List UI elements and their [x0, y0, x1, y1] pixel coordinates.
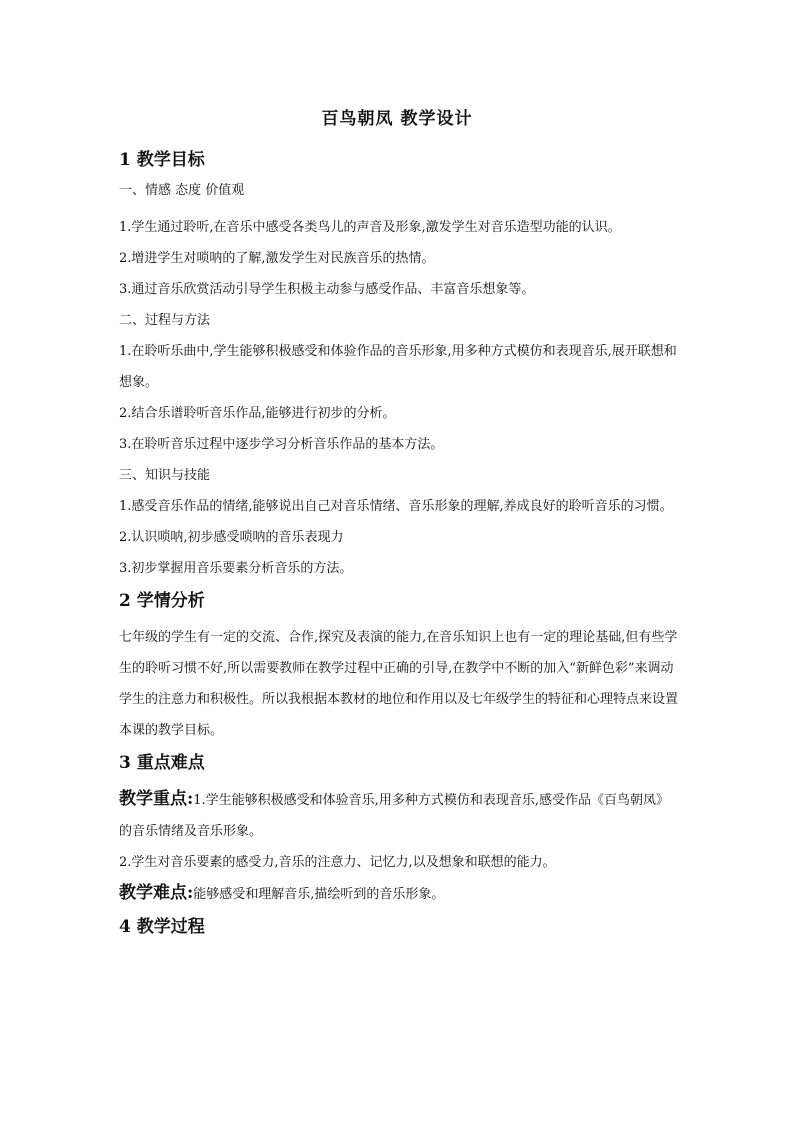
section-heading-process: 4 教学过程: [119, 917, 205, 937]
list-item: 2.认识唢呐,初步感受唢呐的音乐表现力: [119, 530, 344, 545]
section-heading-analysis: 2 学情分析: [119, 591, 205, 611]
list-item: 1.感受音乐作品的情绪,能够说出自己对音乐情绪、音乐形象的理解,养成良好的聆听音乐的习惯。: [119, 499, 673, 514]
list-item: 3.初步掌握用音乐要素分析音乐的方法。: [119, 561, 353, 576]
difficulty-text: 能够感受和理解音乐,描绘听到的音乐形象。: [193, 887, 445, 902]
subsection-heading-knowledge: 三、知识与技能: [119, 468, 211, 483]
list-item: 3.通过音乐欣赏活动引导学生积极主动参与感受作品、丰富音乐想象等。: [119, 282, 535, 297]
key-point-label: 教学重点:: [119, 789, 194, 809]
list-item: 1.在聆听乐曲中,学生能够积极感受和体验作品的音乐形象,用多种方式模仿和表现音乐,展开联想和想象。: [119, 344, 677, 390]
analysis-paragraph: 七年级的学生有一定的交流、合作,探究及表演的能力,在音乐知识上也有一定的理论基础,但有些学生的聆听习惯不好,所以需要教师在教学过程中正确的引导,在教学中不断的加入“新鲜色彩”来调动学生的注意力和积极性。所以我根据本教材的地位和作用以及七年级学生的特征和心理特点来设置本课的教学目标。: [119, 630, 679, 738]
difficulty-label: 教学难点:: [119, 883, 194, 903]
document-title: 百鸟朝凤 教学设计: [321, 109, 473, 129]
list-item: 1.学生通过聆听,在音乐中感受各类鸟儿的声音及形象,激发学生对音乐造型功能的认识。: [119, 220, 621, 235]
list-item: 2.结合乐谱聆听音乐作品,能够进行初步的分析。: [119, 406, 396, 421]
document-body: [119, 143, 679, 948]
key-point-paragraph: [119, 784, 679, 847]
key-point-text: 1.学生能够积极感受和体验音乐,用多种方式模仿和表现音乐,感受作品《百鸟朝凤》的音乐情绪及音乐形象。: [119, 793, 669, 839]
difficulty-paragraph: [119, 878, 679, 910]
subsection-heading-process: 二、过程与方法: [119, 313, 211, 328]
list-item: 3.在聆听音乐过程中逐步学习分析音乐作品的基本方法。: [119, 437, 444, 452]
section-heading-key-points: 3 重点难点: [119, 753, 205, 773]
subsection-heading-attitude: 一、情感 态度 价值观: [119, 183, 245, 198]
key-point-item: 2.学生对音乐要素的感受力,音乐的注意力、记忆力,以及想象和联想的能力。: [119, 855, 556, 870]
list-item: 2.增进学生对唢呐的了解,激发学生对民族音乐的热情。: [119, 251, 435, 266]
section-heading-objectives: 1 教学目标: [119, 150, 205, 170]
